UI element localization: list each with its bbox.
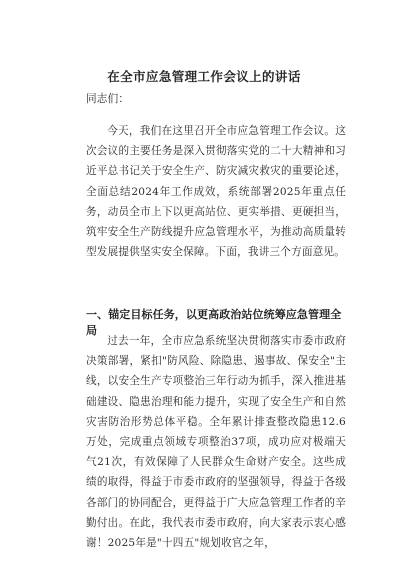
section-heading: 一、锚定目标任务，以更高政治站位统筹应急管理全局 xyxy=(86,308,342,337)
intro-paragraph: 今天，我们在这里召开全市应急管理工作会议。这次会议的主要任务是深入贯彻落实党的二十大精神和习近平总书记关于安全生产、防灾减灾救灾的重要论述，全面总结2024年工作成效，系统部署2025年重点任务，动员全市上下以更高站位、更实举措、更硬担当，筑牢安全生产防线提升应急管理水平，为推动高质量转型发展提供坚实安全保障。下面，我讲三个方面意见。 xyxy=(86,125,346,259)
document-title: 在全市应急管理工作会议上的讲话 xyxy=(107,69,301,84)
salutation: 同志们： xyxy=(86,93,130,105)
section-paragraph: 过去一年，全市应急系统坚决贯彻落实市委市政府决策部署，紧扣"防风险、除隐患、遏事故、保安全"主线，以安全生产专项整治三年行动为抓手，深入推进基础建设、隐患治理和能力提升，实现了安全生产和自然灾害防治形势总体平稳。全年累计排查整改隐患12.6万处，完成重点领域专项整治37项，成功应对极端天气21次，有效保障了人民群众生命财产安全。这些成绩的取得，得益于市委市政府的坚强领导，得益于各级各部门的协同配合，更得益于广大应急管理工作者的辛勤付出。在此，我代表市委市政府，向大家表示衷心感谢！2025年是"十四五"规划收官之年， xyxy=(86,335,346,550)
